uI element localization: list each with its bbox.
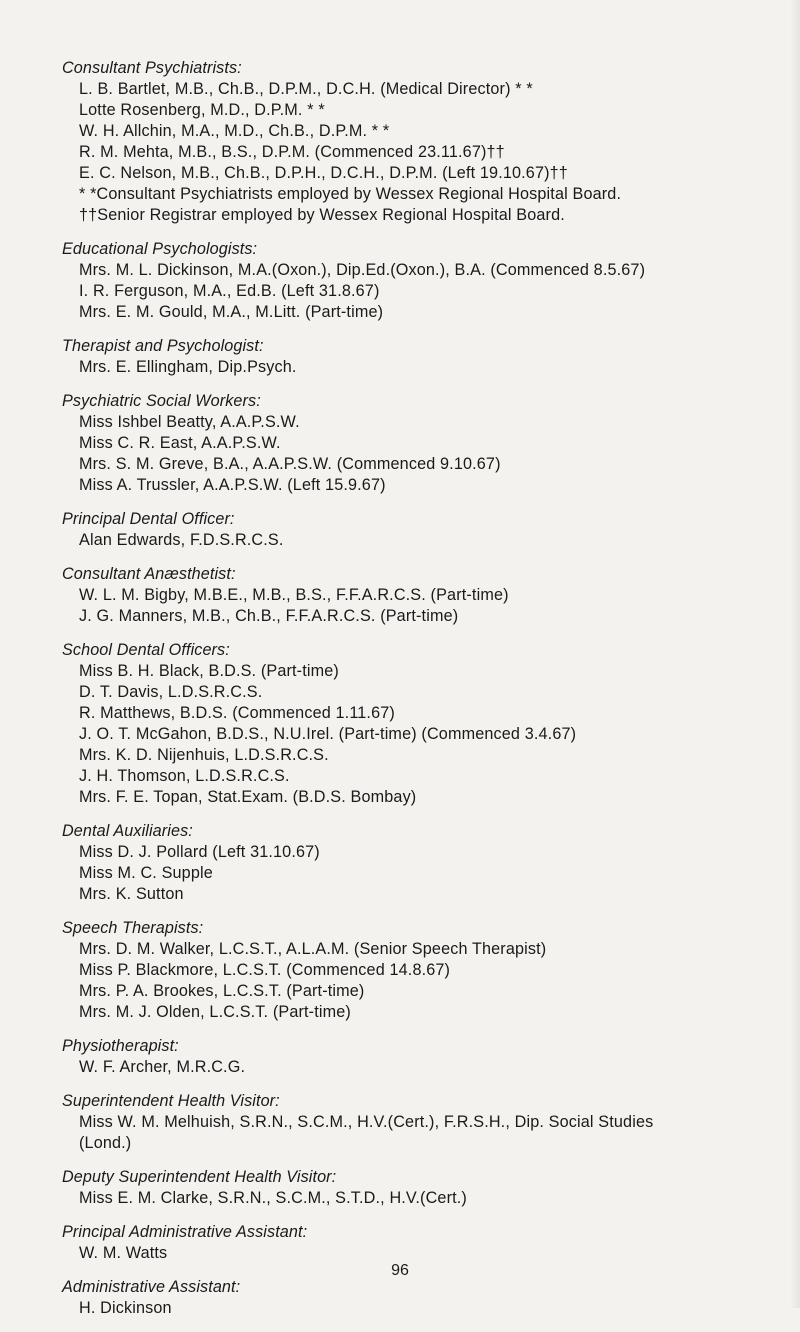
staff-entry: Miss A. Trussler, A.A.P.S.W. (Left 15.9.67)	[79, 476, 386, 494]
section-heading: Therapist and Psychologist:	[62, 337, 264, 355]
staff-entry: Mrs. K. Sutton	[79, 885, 184, 903]
page-edge-shadow	[790, 0, 800, 1308]
staff-entry: Miss B. H. Black, B.D.S. (Part-time)	[79, 662, 339, 680]
staff-entry: Miss E. M. Clarke, S.R.N., S.C.M., S.T.D., H.V.(Cert.)	[79, 1189, 467, 1207]
staff-entry: L. B. Bartlet, M.B., Ch.B., D.P.M., D.C.H. (Medical Director) * *	[79, 80, 533, 98]
staff-entry: Lotte Rosenberg, M.D., D.P.M. * *	[79, 101, 325, 119]
staff-entry: W. L. M. Bigby, M.B.E., M.B., B.S., F.F.A.R.C.S. (Part-time)	[79, 586, 509, 604]
section-principal-administrative-assistant	[62, 1222, 777, 1264]
section-heading: Physiotherapist:	[62, 1037, 179, 1055]
section-heading: Consultant Psychiatrists:	[62, 59, 242, 77]
staff-entry-continued: (Lond.)	[79, 1134, 132, 1152]
section-principal-dental-officer	[62, 509, 777, 551]
section-consultant-anaesthetist	[62, 564, 777, 627]
section-superintendent-health-visitor	[62, 1091, 777, 1154]
section-heading: Speech Therapists:	[62, 919, 204, 937]
section-heading: Administrative Assistant:	[62, 1278, 241, 1296]
section-heading: Psychiatric Social Workers:	[62, 392, 261, 410]
footnote: * *Consultant Psychiatrists employed by Wessex Regional Hospital Board.	[79, 185, 622, 203]
staff-entry: E. C. Nelson, M.B., Ch.B., D.P.H., D.C.H., D.P.M. (Left 19.10.67)††	[79, 164, 568, 182]
staff-entry: Miss P. Blackmore, L.C.S.T. (Commenced 14.8.67)	[79, 961, 451, 979]
staff-entry: Mrs. M. J. Olden, L.C.S.T. (Part-time)	[79, 1003, 351, 1021]
section-heading: Educational Psychologists:	[62, 240, 258, 258]
staff-entry: Mrs. M. L. Dickinson, M.A.(Oxon.), Dip.Ed.(Oxon.), B.A. (Commenced 8.5.67)	[79, 261, 646, 279]
staff-entry: W. F. Archer, M.R.C.G.	[79, 1058, 246, 1076]
section-heading: Principal Dental Officer:	[62, 510, 235, 528]
section-educational-psychologists	[62, 239, 777, 323]
section-consultant-psychiatrists	[62, 58, 777, 226]
staff-entry: R. Matthews, B.D.S. (Commenced 1.11.67)	[79, 704, 395, 722]
staff-entry: H. Dickinson	[79, 1299, 172, 1317]
staff-entry: J. H. Thomson, L.D.S.R.C.S.	[79, 767, 290, 785]
staff-entry: Miss D. J. Pollard (Left 31.10.67)	[79, 843, 320, 861]
staff-entry: Alan Edwards, F.D.S.R.C.S.	[79, 531, 284, 549]
staff-entry: J. G. Manners, M.B., Ch.B., F.F.A.R.C.S. (Part-time)	[79, 607, 459, 625]
staff-entry: Mrs. E. M. Gould, M.A., M.Litt. (Part-time)	[79, 303, 384, 321]
staff-entry: W. M. Watts	[79, 1244, 168, 1262]
section-heading: Dental Auxiliaries:	[62, 822, 193, 840]
staff-entry: Miss W. M. Melhuish, S.R.N., S.C.M., H.V.(Cert.), F.R.S.H., Dip. Social Studies	[79, 1113, 654, 1131]
section-therapist-psychologist	[62, 336, 777, 378]
staff-entry: D. T. Davis, L.D.S.R.C.S.	[79, 683, 263, 701]
staff-entry: Mrs. K. D. Nijenhuis, L.D.S.R.C.S.	[79, 746, 329, 764]
staff-entry: Miss C. R. East, A.A.P.S.W.	[79, 434, 281, 452]
page-number: 96	[391, 1262, 409, 1279]
staff-list	[62, 58, 777, 1332]
staff-entry: Mrs. F. E. Topan, Stat.Exam. (B.D.S. Bombay)	[79, 788, 417, 806]
section-heading: School Dental Officers:	[62, 641, 230, 659]
staff-entry: Miss M. C. Supple	[79, 864, 213, 882]
section-dental-auxiliaries	[62, 821, 777, 905]
section-heading: Deputy Superintendent Health Visitor:	[62, 1168, 337, 1186]
staff-entry: Mrs. P. A. Brookes, L.C.S.T. (Part-time)	[79, 982, 365, 1000]
footnote: ††Senior Registrar employed by Wessex Regional Hospital Board.	[79, 206, 565, 224]
staff-entry: J. O. T. McGahon, B.D.S., N.U.Irel. (Part-time) (Commenced 3.4.67)	[79, 725, 577, 743]
staff-entry: Mrs. S. M. Greve, B.A., A.A.P.S.W. (Commenced 9.10.67)	[79, 455, 501, 473]
section-administrative-assistant	[62, 1277, 777, 1319]
staff-entry: Mrs. E. Ellingham, Dip.Psych.	[79, 358, 297, 376]
staff-entry: I. R. Ferguson, M.A., Ed.B. (Left 31.8.67)	[79, 282, 380, 300]
section-school-dental-officers	[62, 640, 777, 808]
section-psychiatric-social-workers	[62, 391, 777, 496]
section-heading: Superintendent Health Visitor:	[62, 1092, 280, 1110]
staff-entry: Mrs. D. M. Walker, L.C.S.T., A.L.A.M. (Senior Speech Therapist)	[79, 940, 547, 958]
section-speech-therapists	[62, 918, 777, 1023]
section-deputy-superintendent-health-visitor	[62, 1167, 777, 1209]
section-heading: Principal Administrative Assistant:	[62, 1223, 308, 1241]
staff-entry: W. H. Allchin, M.A., M.D., Ch.B., D.P.M. * *	[79, 122, 390, 140]
section-physiotherapist	[62, 1036, 777, 1078]
section-heading: Consultant Anæsthetist:	[62, 565, 236, 583]
staff-entry: Miss Ishbel Beatty, A.A.P.S.W.	[79, 413, 300, 431]
staff-entry: R. M. Mehta, M.B., B.S., D.P.M. (Commenced 23.11.67)††	[79, 143, 505, 161]
